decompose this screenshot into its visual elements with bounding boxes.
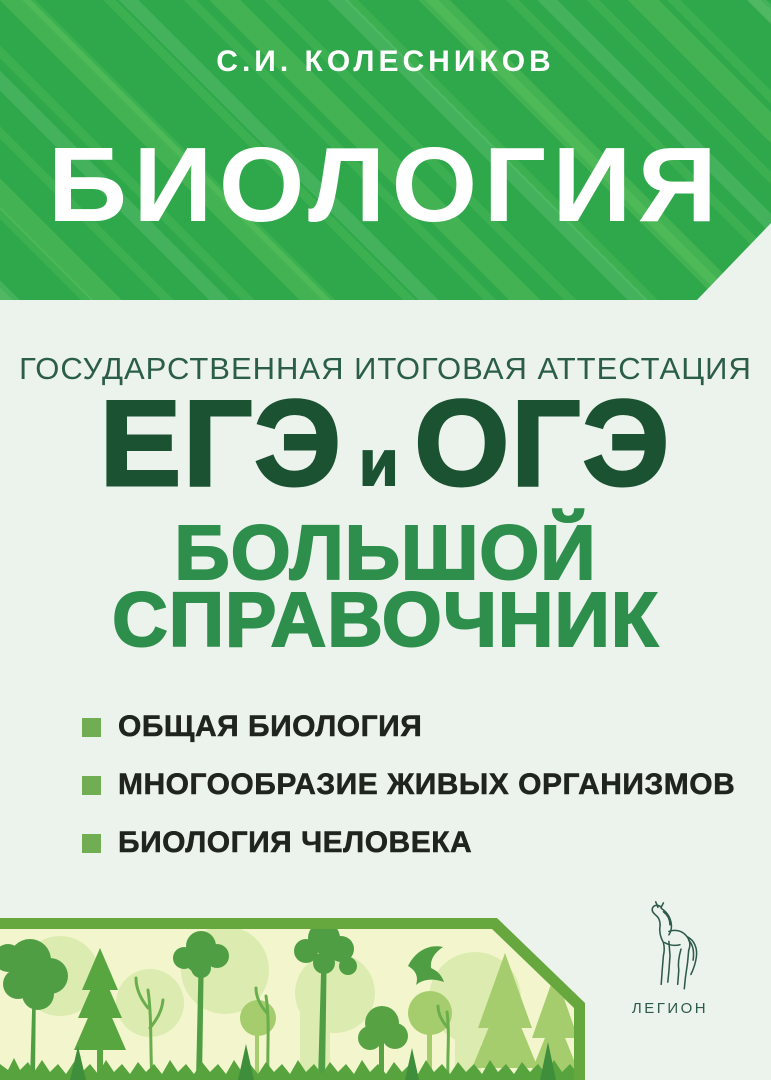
list-item [82,770,735,800]
topic-label: МНОГООБРАЗИЕ ЖИВЫХ ОРГАНИЗМОВ [118,768,736,801]
exam-oge: ОГЭ [414,375,672,511]
author-name: С.И. КОЛЕСНИКОВ [216,45,555,78]
topics-list [82,712,735,886]
list-item [82,712,735,742]
square-bullet-icon [82,718,101,737]
topic-label: ОБЩАЯ БИОЛОГИЯ [118,710,423,743]
publisher-name: ЛЕГИОН [631,1000,709,1017]
list-item [82,828,735,858]
forest-silhouette-illustration [0,918,585,1080]
certification-line: ГОСУДАРСТВЕННАЯ ИТОГОВАЯ АТТЕСТАЦИЯ [19,351,752,386]
square-bullet-icon [82,776,101,795]
book-title: БИОЛОГИЯ [47,126,724,244]
exam-conjunction: и [359,427,399,499]
horse-logo [637,900,703,996]
exam-ege: ЕГЭ [99,375,344,511]
reference-line1: БОЛЬШОЙ [174,510,597,596]
square-bullet-icon [82,834,101,853]
publisher-logo-block [618,900,722,1017]
reference-line2: СПРАВОЧНИК [112,577,659,663]
reference-title [0,510,771,663]
topic-label: БИОЛОГИЯ ЧЕЛОВЕКА [118,826,473,859]
